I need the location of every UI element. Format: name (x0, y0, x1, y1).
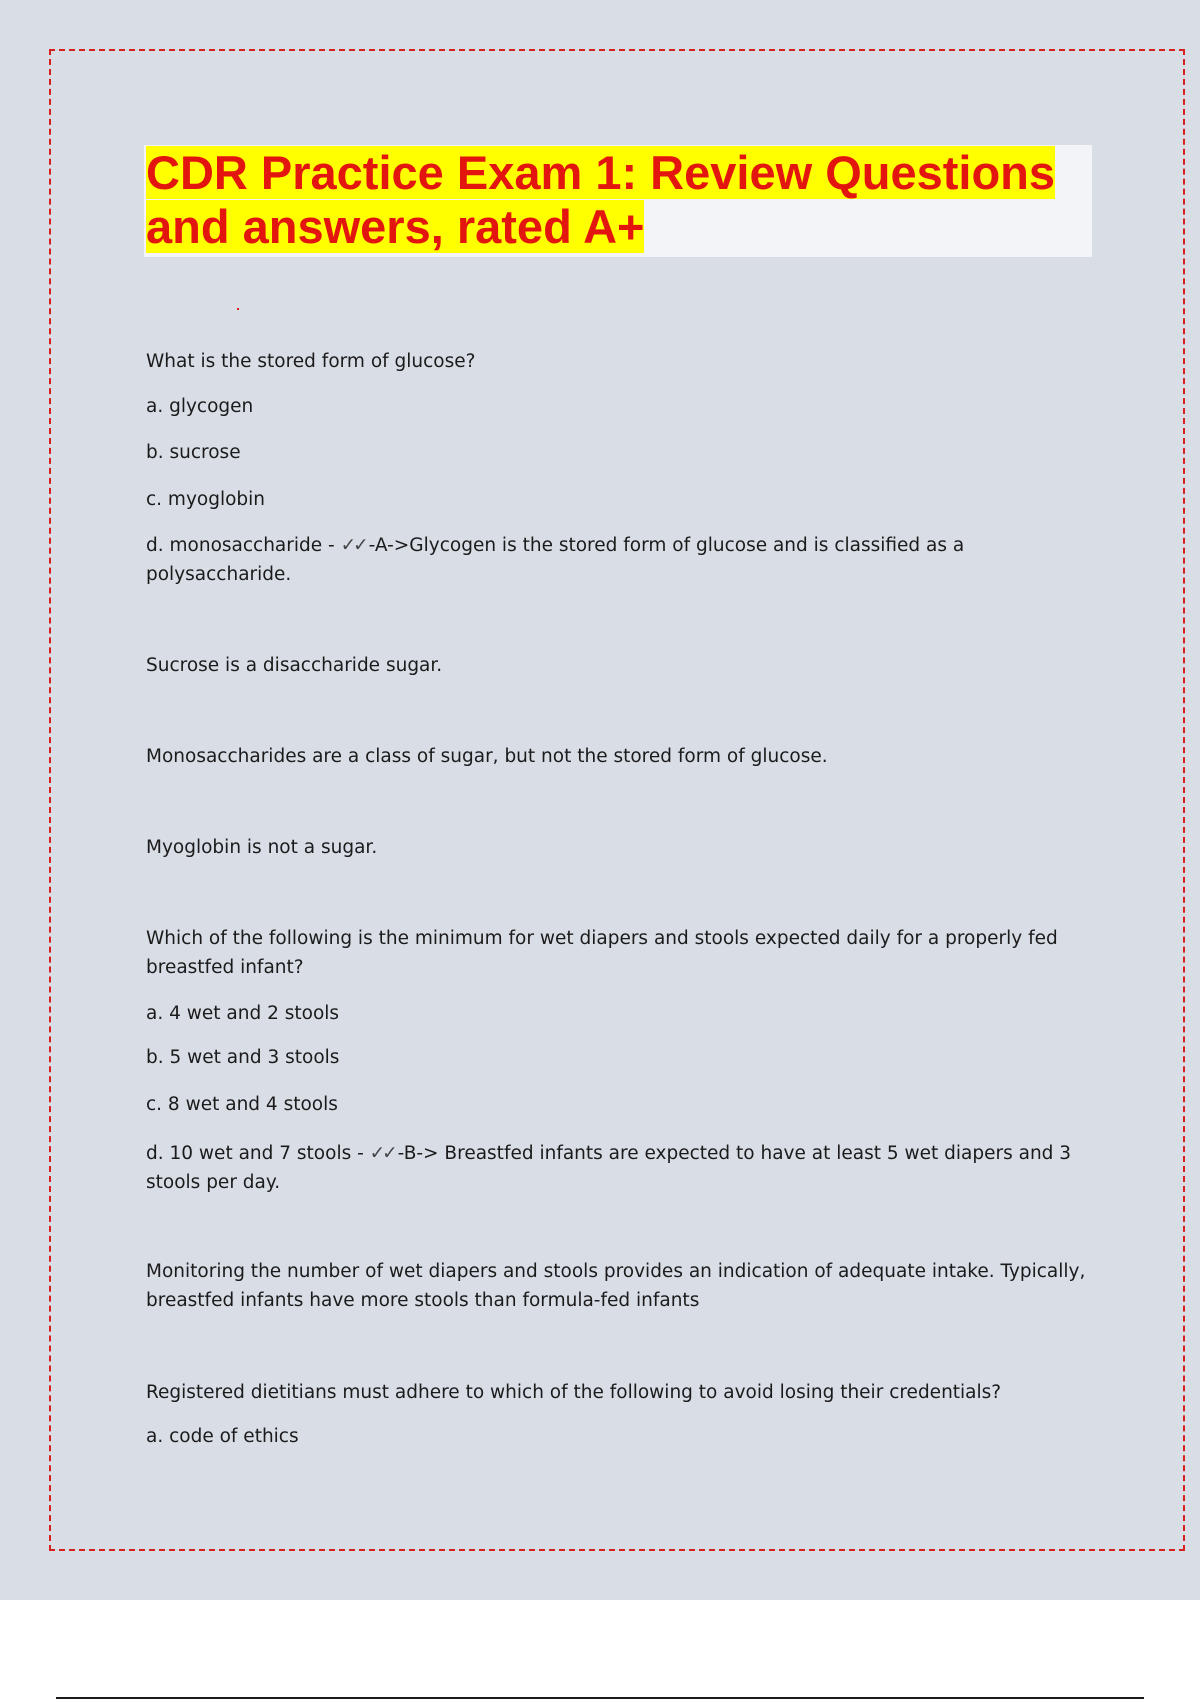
q1-note-myoglobin: Myoglobin is not a sugar. (146, 837, 378, 858)
stray-dot (237, 308, 239, 310)
q2-note-monitoring: Monitoring the number of wet diapers and stools provides an indication of adequate intake. Typically, breastfed infants have more stools than formula-fed infants (146, 1261, 1086, 1311)
q2-option-c: c. 8 wet and 4 stools (146, 1094, 338, 1115)
q3-option-a: a. code of ethics (146, 1426, 299, 1447)
q1-question: What is the stored form of glucose? (146, 351, 476, 372)
q2-option-d-answer (146, 1139, 1086, 1197)
q1-option-a: a. glycogen (146, 396, 254, 417)
q1-option-d-answer (146, 531, 1086, 589)
q1-option-b: b. sucrose (146, 442, 241, 463)
q2-question: Which of the following is the minimum for wet diapers and stools expected daily for a properly fed breastfed infant? (146, 928, 1058, 978)
double-check-icon: ✓✓ (340, 535, 366, 556)
q1-option-d: d. monosaccharide - (146, 535, 341, 556)
document-title-text: CDR Practice Exam 1: Review Questions and answers, rated A+ (146, 146, 1056, 253)
q3-question: Registered dietitians must adhere to which of the following to avoid losing their credentials? (146, 1382, 1002, 1403)
double-check-icon: ✓✓ (369, 1143, 395, 1164)
q1-option-c: c. myoglobin (146, 489, 266, 510)
q2-answer-explanation: -B-> Breastfed infants are expected to have at least 5 wet diapers and 3 stools per day. (146, 1143, 1072, 1193)
q1-answer-explanation: -A->Glycogen is the stored form of glucose and is classified as a polysaccharide. (146, 535, 965, 585)
q2-option-d: d. 10 wet and 7 stools - (146, 1143, 370, 1164)
dashed-page-border (49, 49, 1185, 1551)
q2-option-a: a. 4 wet and 2 stools (146, 1003, 340, 1024)
q1-note-sucrose: Sucrose is a disaccharide sugar. (146, 655, 443, 676)
footer-rule (56, 1697, 1144, 1699)
document-title (146, 146, 1092, 254)
q1-note-monosaccharides: Monosaccharides are a class of sugar, but not the stored form of glucose. (146, 746, 828, 767)
q2-option-b: b. 5 wet and 3 stools (146, 1047, 340, 1068)
